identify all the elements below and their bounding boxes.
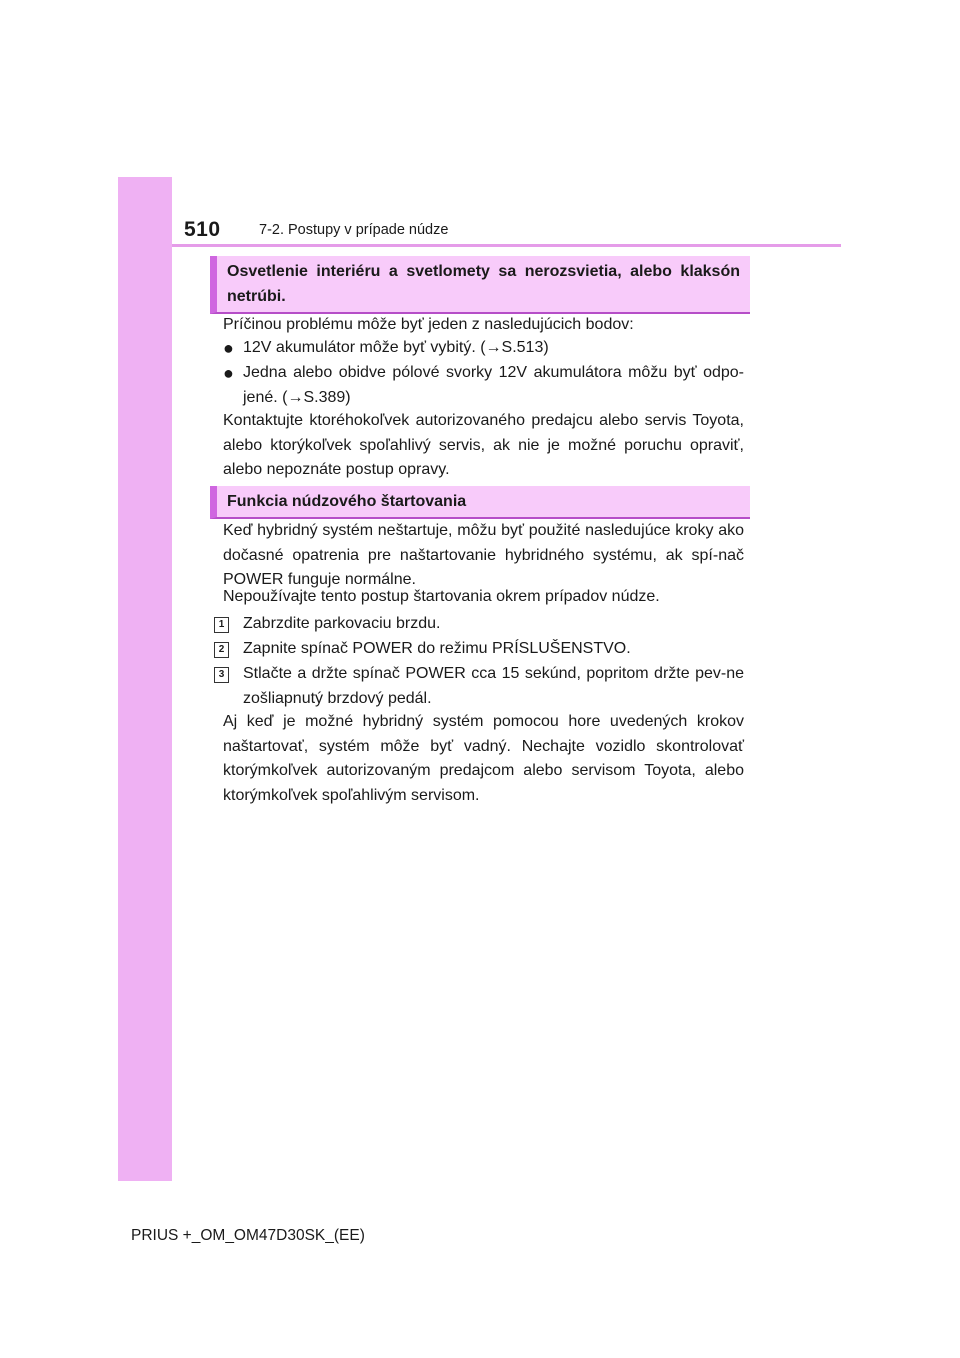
section2-closing: Aj keď je možné hybridný systém pomocou hore uvedených krokov naštartovať, systém môže byť vadný. Nechajte vozidlo skontrolovať ktorýmkoľvek autorizovaným predajcom alebo servisom Toyota, alebo ktorýmkoľvek spoľahlivým servisom. (223, 713, 744, 804)
header-divider (172, 244, 841, 247)
step-text: Zapnite spínač POWER do režimu PRÍSLUŠENSTVO. (243, 640, 631, 657)
section-heading-lights: Osvetlenie interiéru a svetlomety sa nerozsvietia, alebo klaksón netrúbi. (210, 256, 750, 314)
bullet-text: Jedna alebo obidve pólové svorky 12V akumulátora môžu byť odpo-jené. (→S.389) (243, 364, 744, 406)
section1-contact: Kontaktujte ktoréhokoľvek autorizovaného predajcu alebo servis Toyota, alebo ktorýkoľvek spoľahlivý servis, ak nie je možné poruchu opraviť, alebo nepoznáte postup opravy. (223, 412, 744, 478)
step-item (214, 637, 744, 662)
bullet-text: 12V akumulátor môže byť vybitý. (→S.513) (243, 339, 549, 356)
section2-intro: Keď hybridný systém neštartuje, môžu byť použité nasledujúce kroky ako dočasné opatrenia pre naštartovanie hybridného systému, ak spí-nač POWER funguje normálne. (223, 522, 744, 588)
list-item (223, 336, 744, 361)
section1-intro: Príčinou problému môže byť jeden z nasledujúcich bodov: (223, 316, 634, 333)
step-number: 2 (214, 642, 229, 658)
step-number: 1 (214, 617, 229, 633)
chapter-title: 7-2. Postupy v prípade núdze (259, 222, 449, 238)
step-item (214, 662, 744, 711)
step-text: Zabrzdite parkovaciu brzdu. (243, 615, 441, 632)
document-code: PRIUS +_OM_OM47D30SK_(EE) (131, 1227, 365, 1244)
bullet-icon: ● (223, 338, 234, 358)
step-text: Stlačte a držte spínač POWER cca 15 sekúnd, popritom držte pev-ne zošliapnutý brzdový pedál. (243, 665, 744, 707)
step-item (214, 612, 744, 637)
chapter-side-tab (118, 177, 172, 1181)
step-number: 3 (214, 667, 229, 683)
section2-warning: Nepoužívajte tento postup štartovania okrem prípadov núdze. (223, 588, 660, 605)
list-item (223, 361, 744, 410)
bullet-icon: ● (223, 363, 234, 383)
section-heading-emergency-start: Funkcia núdzového štartovania (210, 486, 750, 519)
page-number: 510 (184, 218, 221, 241)
